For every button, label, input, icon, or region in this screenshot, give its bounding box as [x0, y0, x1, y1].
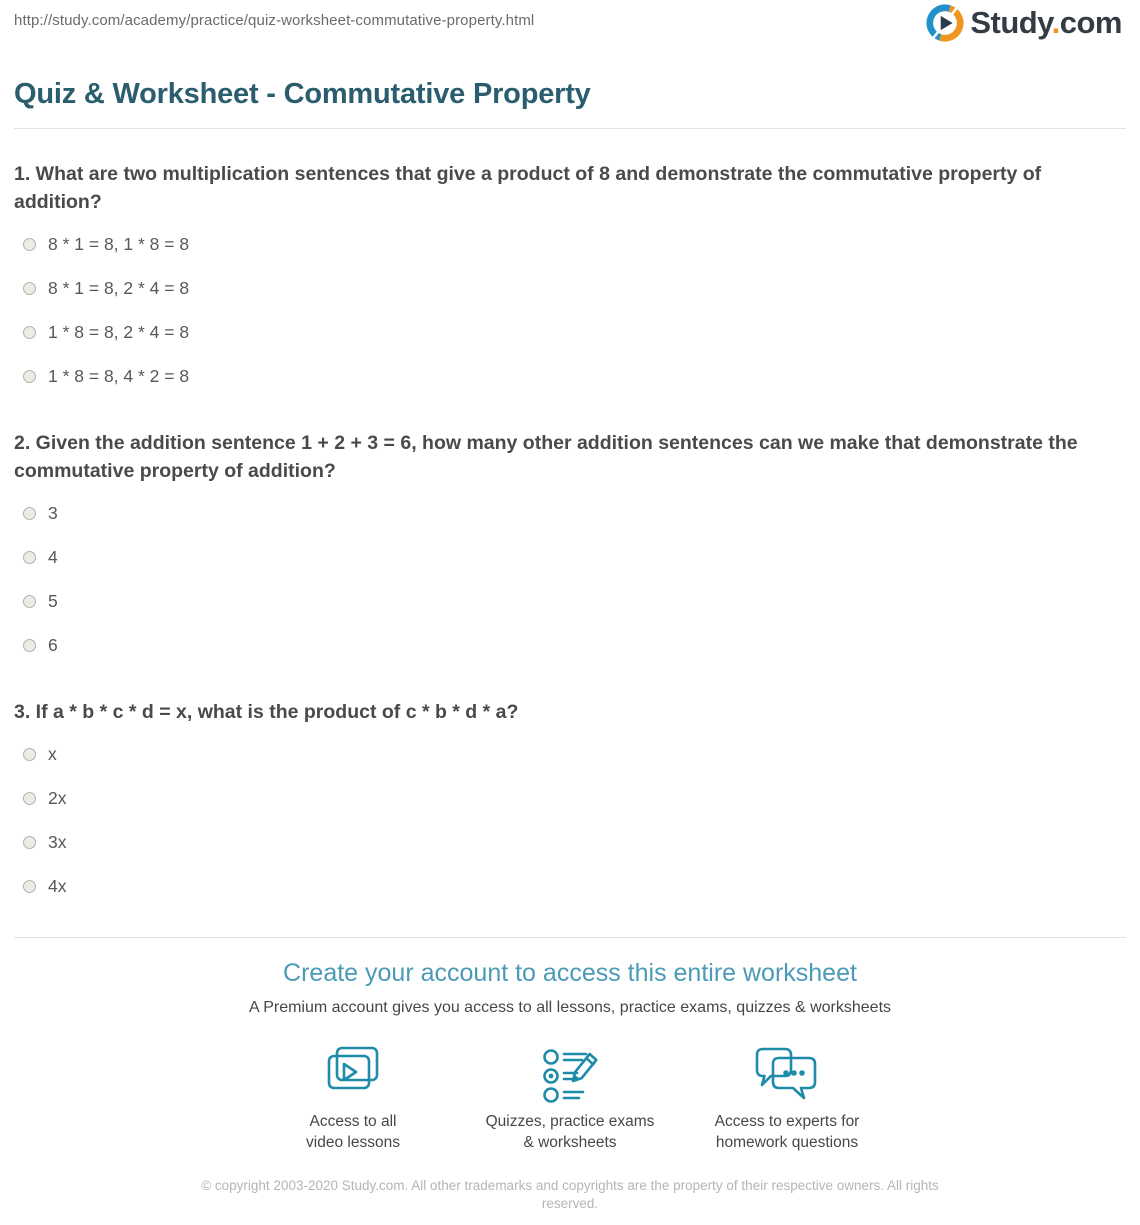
- chat-experts-icon: [679, 1045, 896, 1107]
- study-com-logo-text: Study.com: [970, 5, 1122, 40]
- question-2: [14, 429, 1126, 657]
- radio-button[interactable]: [23, 880, 36, 893]
- answer-option[interactable]: [14, 742, 1126, 766]
- footer-divider: [14, 937, 1126, 938]
- page-header: [14, 0, 1126, 52]
- option-label[interactable]: 5: [48, 590, 58, 611]
- radio-button[interactable]: [23, 551, 36, 564]
- answer-option[interactable]: [14, 545, 1126, 569]
- answer-option[interactable]: [14, 232, 1126, 256]
- feature-label: Access to experts for homework questions: [714, 1113, 860, 1151]
- feature-label: Access to all video lessons: [306, 1113, 400, 1151]
- radio-button[interactable]: [23, 836, 36, 849]
- radio-button[interactable]: [23, 370, 36, 383]
- title-divider: [14, 128, 1126, 129]
- page-title: Quiz & Worksheet - Commutative Property: [14, 78, 591, 110]
- option-label[interactable]: 8 * 1 = 8, 2 * 4 = 8: [48, 277, 190, 298]
- cta-heading[interactable]: Create your account to access this entire worksheet: [283, 959, 857, 987]
- option-label[interactable]: 1 * 8 = 8, 2 * 4 = 8: [48, 321, 190, 342]
- radio-button[interactable]: [23, 326, 36, 339]
- option-label[interactable]: 1 * 8 = 8, 4 * 2 = 8: [48, 365, 190, 386]
- question-3: [14, 698, 1126, 898]
- answer-option[interactable]: [14, 501, 1126, 525]
- radio-button[interactable]: [23, 792, 36, 805]
- radio-button[interactable]: [23, 238, 36, 251]
- radio-button[interactable]: [23, 639, 36, 652]
- answer-option[interactable]: [14, 276, 1126, 300]
- option-label[interactable]: 8 * 1 = 8, 1 * 8 = 8: [48, 233, 190, 254]
- answer-option[interactable]: [14, 633, 1126, 657]
- answer-option[interactable]: [14, 364, 1126, 388]
- option-label[interactable]: 4: [48, 546, 58, 567]
- page-url: http://study.com/academy/practice/quiz-worksheet-commutative-property.html: [14, 12, 535, 29]
- option-label[interactable]: 3x: [48, 831, 67, 852]
- option-label[interactable]: 3: [48, 502, 58, 523]
- copyright-notice: © copyright 2003-2020 Study.com. All other trademarks and copyrights are the property of their respective owners. All rights reserved.: [201, 1178, 939, 1211]
- answer-option[interactable]: [14, 830, 1126, 854]
- question-2-options: [14, 501, 1126, 657]
- radio-button[interactable]: [23, 282, 36, 295]
- answer-option[interactable]: [14, 589, 1126, 613]
- option-label[interactable]: x: [48, 743, 57, 764]
- features-row: [14, 1045, 1126, 1153]
- study-com-logo-icon: [926, 4, 964, 42]
- answer-option[interactable]: [14, 320, 1126, 344]
- radio-button[interactable]: [23, 507, 36, 520]
- option-label[interactable]: 6: [48, 634, 58, 655]
- radio-button[interactable]: [23, 595, 36, 608]
- feature-video-lessons: [245, 1045, 462, 1153]
- quiz-worksheet-icon: [462, 1045, 679, 1107]
- question-1-options: [14, 232, 1126, 388]
- cta-section: [14, 959, 1126, 1153]
- question-2-text: 2. Given the addition sentence 1 + 2 + 3 = 6, how many other addition sentences can we make that demonstrate the commutative property of addition?: [14, 432, 1078, 482]
- video-lessons-icon: [245, 1045, 462, 1107]
- question-1: [14, 160, 1126, 388]
- radio-button[interactable]: [23, 748, 36, 761]
- feature-homework-experts: [679, 1045, 896, 1153]
- feature-label: Quizzes, practice exams & worksheets: [485, 1113, 655, 1151]
- question-3-text: 3. If a * b * c * d = x, what is the product of c * b * d * a?: [14, 701, 519, 723]
- option-label[interactable]: 2x: [48, 787, 67, 808]
- question-3-options: [14, 742, 1126, 898]
- study-com-logo[interactable]: [926, 4, 1122, 42]
- question-1-text: 1. What are two multiplication sentences that give a product of 8 and demonstrate the commutative property of addition?: [14, 163, 1042, 213]
- answer-option[interactable]: [14, 874, 1126, 898]
- feature-quizzes-worksheets: [462, 1045, 679, 1153]
- option-label[interactable]: 4x: [48, 875, 67, 896]
- cta-subheading: A Premium account gives you access to all lessons, practice exams, quizzes & worksheets: [248, 999, 892, 1016]
- answer-option[interactable]: [14, 786, 1126, 810]
